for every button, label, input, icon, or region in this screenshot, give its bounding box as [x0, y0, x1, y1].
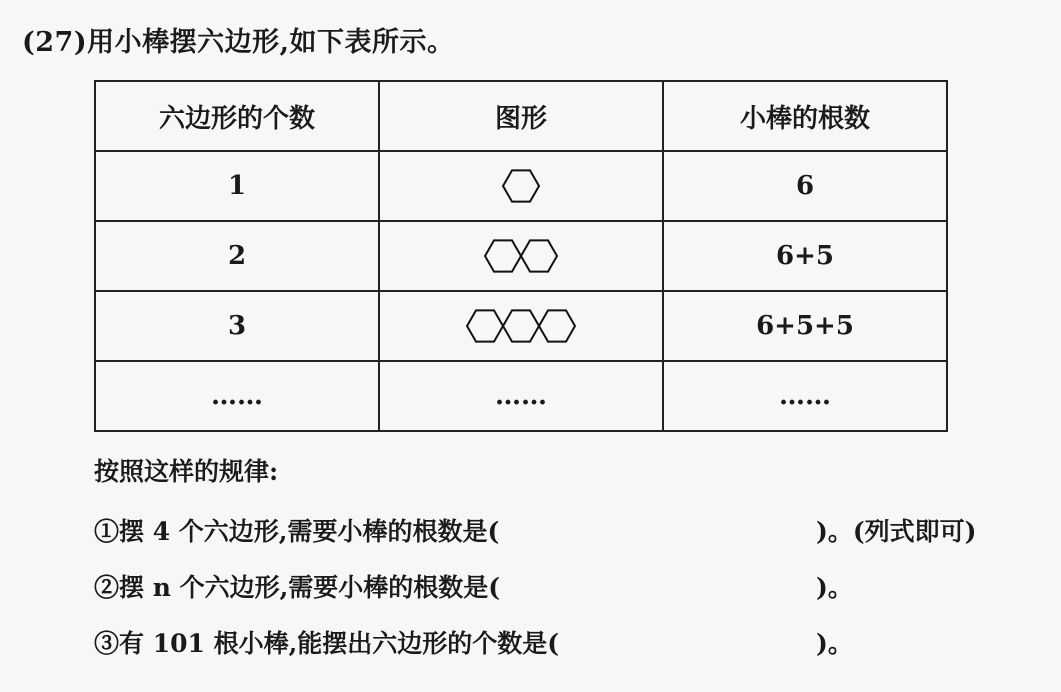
row4-sticks: …… [663, 361, 947, 431]
row2-count: 2 [95, 221, 379, 291]
table-row [95, 361, 947, 431]
subquestion-2 [94, 568, 853, 604]
question-title: (27)用小棒摆六边形,如下表所示。 [22, 27, 455, 58]
row1-sticks: 6 [663, 151, 947, 221]
subquestion-2-lead: ②摆 n 个六边形,需要小棒的根数是( [94, 573, 501, 602]
row4-count: …… [95, 361, 379, 431]
subquestion-1-lead: ①摆 4 个六边形,需要小棒的根数是( [94, 517, 500, 546]
table-row [95, 151, 947, 221]
subquestion-1-close: )。(列式即可) [816, 517, 977, 546]
header-hexagon-count: 六边形的个数 [95, 81, 379, 151]
hexagon-figure-3 [465, 304, 577, 348]
row4-figure: …… [379, 361, 663, 431]
row3-count: 3 [95, 291, 379, 361]
subquestion-3-lead: ③有 101 根小棒,能摆出六边形的个数是( [94, 629, 560, 658]
hexagon-figure-1 [501, 164, 541, 208]
hexagon-figure-2 [483, 234, 559, 278]
hexagon-table [94, 80, 948, 432]
subquestion-3-close: )。 [816, 629, 853, 658]
subquestion-2-close: )。 [816, 573, 853, 602]
table-header-row [95, 81, 947, 151]
table-row [95, 291, 947, 361]
row2-sticks: 6+5 [663, 221, 947, 291]
header-figure: 图形 [379, 81, 663, 151]
subquestion-1 [94, 512, 977, 548]
rule-prompt: 按照这样的规律: [94, 457, 279, 486]
row1-figure [379, 151, 663, 221]
row1-count: 1 [95, 151, 379, 221]
row3-figure [379, 291, 663, 361]
header-stick-count: 小棒的根数 [663, 81, 947, 151]
row3-sticks: 6+5+5 [663, 291, 947, 361]
row2-figure [379, 221, 663, 291]
table-row [95, 221, 947, 291]
subquestion-3 [94, 624, 853, 660]
